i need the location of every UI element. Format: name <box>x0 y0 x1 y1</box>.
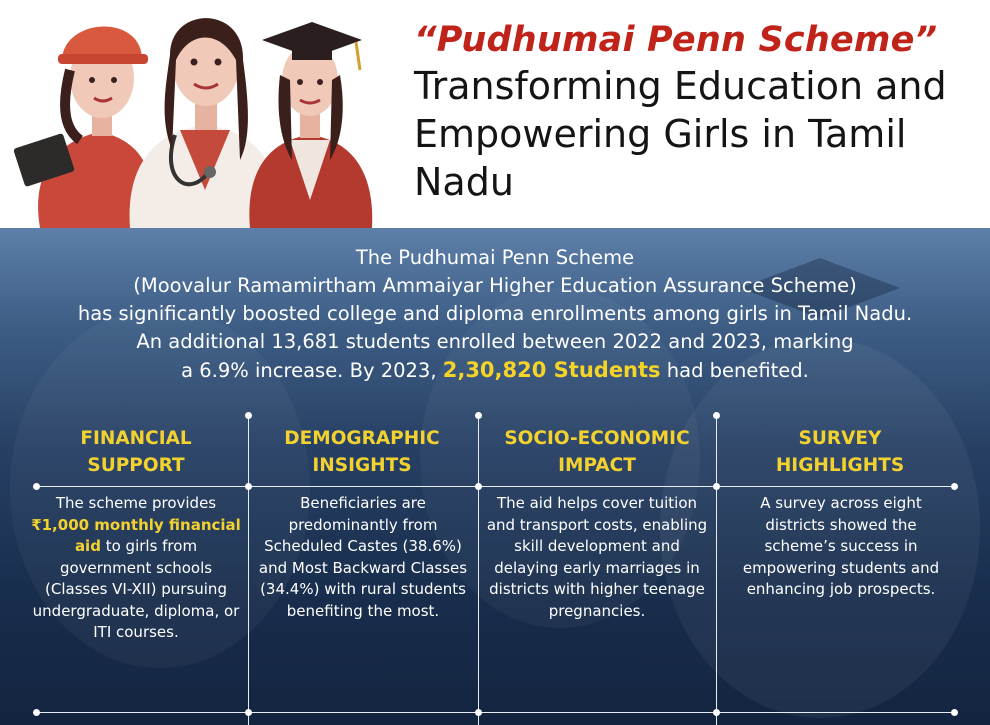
title-block <box>414 18 984 206</box>
students-illustration <box>0 0 380 228</box>
grid-dot <box>33 483 40 490</box>
grid-dot <box>713 412 720 419</box>
aid-amount: ₹1,000 monthly financial aid <box>31 515 241 555</box>
info-panel <box>0 228 990 725</box>
body-text: The scheme provides <box>55 494 217 512</box>
body-text: to girls from government schools (Classes VI-XII) pursuing undergraduate, diploma, or ITI courses. <box>32 537 240 641</box>
intro-text: a 6.9% increase. By 2023, <box>181 359 443 382</box>
column-divider <box>478 416 479 725</box>
socio-economic-impact-text: The aid helps cover tuition and transport costs, enabling skill development and delaying early marriages in districts with higher teenage pregnancies. <box>486 494 708 620</box>
intro-text: had benefited. <box>660 359 809 382</box>
intro-line: has significantly boosted college and diploma enrollments among girls in Tamil Nadu. <box>77 302 913 325</box>
grid-dot <box>33 709 40 716</box>
column-divider <box>248 416 249 725</box>
intro-line: An additional 13,681 students enrolled between 2022 and 2023, marking <box>136 330 854 353</box>
grid-dot <box>951 709 958 716</box>
page-subtitle: Transforming Education and Empowering Girls in Tamil Nadu <box>414 64 947 204</box>
header-banner <box>0 0 990 228</box>
row-divider <box>36 712 954 713</box>
columns-grid <box>0 228 990 725</box>
demographic-insights-text: Beneficiaries are predominantly from Scheduled Castes (38.6%) and Most Backward Classes (34.4%) with rural students benefiting the most. <box>258 494 468 620</box>
intro-line: The Pudhumai Penn Scheme <box>355 246 635 269</box>
beneficiary-count: 2,30,820 Students <box>442 358 661 382</box>
grid-dot <box>951 483 958 490</box>
intro-line: (Moovalur Ramamirtham Ammaiyar Higher Education Assurance Scheme) <box>133 274 857 297</box>
scheme-title: “Pudhumai Penn Scheme” <box>414 20 938 60</box>
financial-support-heading: FINANCIAL SUPPORT <box>80 428 192 476</box>
grid-dot <box>713 709 720 716</box>
grid-dot <box>245 483 252 490</box>
survey-highlights-heading: SURVEY HIGHLIGHTS <box>775 428 905 476</box>
grid-dot <box>475 709 482 716</box>
survey-highlights-text: A survey across eight districts showed the scheme’s success in empowering students and enhancing job prospects. <box>742 494 940 598</box>
column-divider <box>716 416 717 725</box>
financial-support-text <box>30 493 242 644</box>
grid-dot <box>713 483 720 490</box>
grid-dot <box>475 412 482 419</box>
row-divider <box>36 486 954 487</box>
grid-dot <box>475 483 482 490</box>
grid-dot <box>245 412 252 419</box>
socio-economic-impact-heading: SOCIO-ECONOMIC IMPACT <box>504 428 690 476</box>
grid-dot <box>245 709 252 716</box>
demographic-insights-heading: DEMOGRAPHIC INSIGHTS <box>284 428 440 476</box>
graduate-figure <box>249 22 372 228</box>
